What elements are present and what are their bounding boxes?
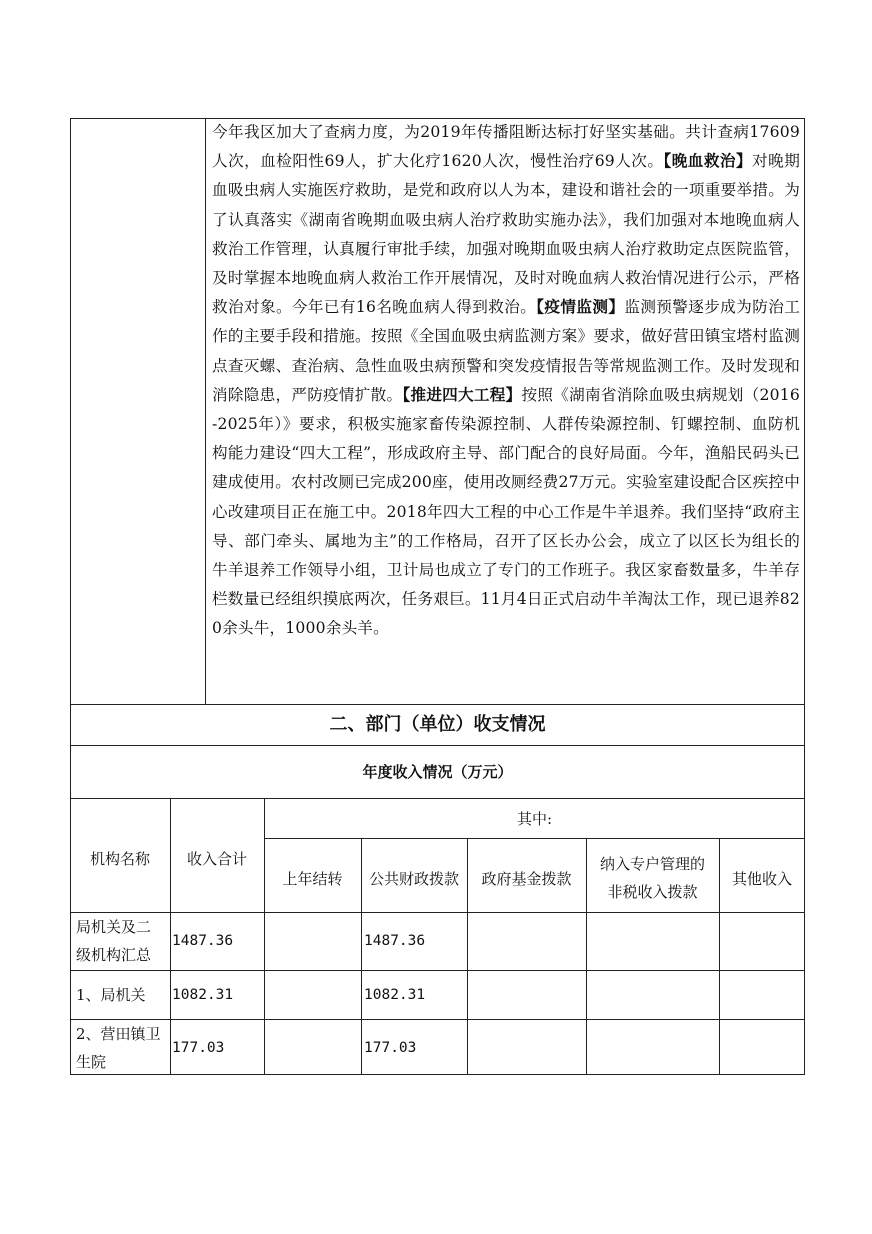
- row1-org-line2: 级机构汇总: [76, 946, 152, 964]
- header-public-finance: 公共财政拨款: [368, 870, 459, 888]
- row2-org: 1、局机关: [76, 986, 146, 1004]
- row3-public-finance: 177.03: [364, 1040, 417, 1056]
- row2-public-finance: 1082.31: [364, 987, 426, 1003]
- row2-total: 1082.31: [172, 987, 234, 1003]
- text-late-stage-treatment: 对晚期血吸虫病人实施医疗救助，是党和政府以人为本，建设和谐社会的一项重要举措。为了认真落实《湖南省晚期血吸虫病人治疗救助实施办法》，我们加强对本地晚血病人救治工作管理，认真履行审批手续，加强对晚期血吸虫病人治疗救助定点医院监管，及时掌握本地晚血病人救治工作开展情况，及时对晚血病人救治情况进行公示，严格救治对象。今年已有16名晚血病人得到救治。: [212, 152, 800, 317]
- col-divider-1: [170, 798, 171, 1075]
- header-nontax-line1: 纳入专户管理的: [599, 855, 705, 873]
- row1-org-line1: 局机关及二: [76, 918, 152, 936]
- text-epidemic-monitoring: 监测预警逐步成为防治工作的主要手段和措施。按照《全国血吸虫病监测方案》要求，做好营田镇宝塔村监测点查灭螺、查治病、急性血吸虫病预警和突发疫情报告等常规监测工作。及时发现和消除隐患，严防疫情扩散。: [212, 298, 800, 404]
- section-title: 二、部门（单位）收支情况: [329, 714, 546, 735]
- header-carryover: 上年结转: [282, 870, 343, 888]
- row3-org-line2: 生院: [76, 1053, 107, 1071]
- row1-total: 1487.36: [172, 933, 234, 949]
- header-total-income: 收入合计: [186, 850, 247, 868]
- row3-org-line1: 2、营田镇卫: [76, 1025, 161, 1043]
- table-title: 年度收入情况（万元）: [362, 763, 513, 781]
- divider-row2: [70, 970, 805, 971]
- divider-row3: [70, 1019, 805, 1020]
- header-gov-fund: 政府基金拨款: [481, 870, 572, 888]
- divider-section-title: [70, 704, 805, 705]
- heading-four-projects: 【推进四大工程】: [402, 385, 522, 404]
- work-summary-paragraph: [212, 118, 800, 644]
- row1-public-finance: 1487.36: [364, 933, 426, 949]
- header-other-income: 其他收入: [731, 870, 792, 888]
- header-nontax-line2: 非税收入拨款: [607, 883, 698, 901]
- header-of-which: 其中:: [516, 810, 553, 828]
- divider-subheader: [264, 838, 805, 839]
- text-four-projects: 按照《湖南省消除血吸虫病规划（2016-2025年）》要求，积极实施家畜传染源控制、人群传染源控制、钉螺控制、血防机构能力建设“四大工程”，形成政府主导、部门配合的良好局面。今年，渔船民码头已建成使用。农村改厕已完成200座，使用改厕经费27万元。实验室建设配合区疾控中心改建项目正在施工中。2018年四大工程的中心工作是牛羊退养。我们坚持“政府主导、部门牵头、属地为主”的工作格局，召开了区长办公会，成立了以区长为组长的牛羊退养工作领导小组，卫计局也成立了专门的工作班子。我区家畜数量多，牛羊存栏数量已经组织摸底两次，任务艰巨。11月4日正式启动牛羊淘汰工作，现已退养820余头牛，1000余头羊。: [212, 385, 800, 638]
- row3-total: 177.03: [172, 1040, 225, 1056]
- heading-epidemic-monitoring: 【疫情监测】: [536, 298, 625, 317]
- top-column-divider: [205, 118, 206, 704]
- header-org-name: 机构名称: [89, 850, 150, 868]
- col-divider-2: [264, 798, 265, 1075]
- divider-row1: [70, 912, 805, 913]
- divider-header-top: [70, 798, 805, 799]
- text-screening: 今年我区加大了查病力度，为2019年传播阻断达标打好坚实基础。共计查病17609人次，血检阳性69人，扩大化疗1620人次，慢性治疗69人次。: [212, 123, 800, 171]
- heading-late-stage-treatment: 【晚血救治】: [663, 152, 753, 171]
